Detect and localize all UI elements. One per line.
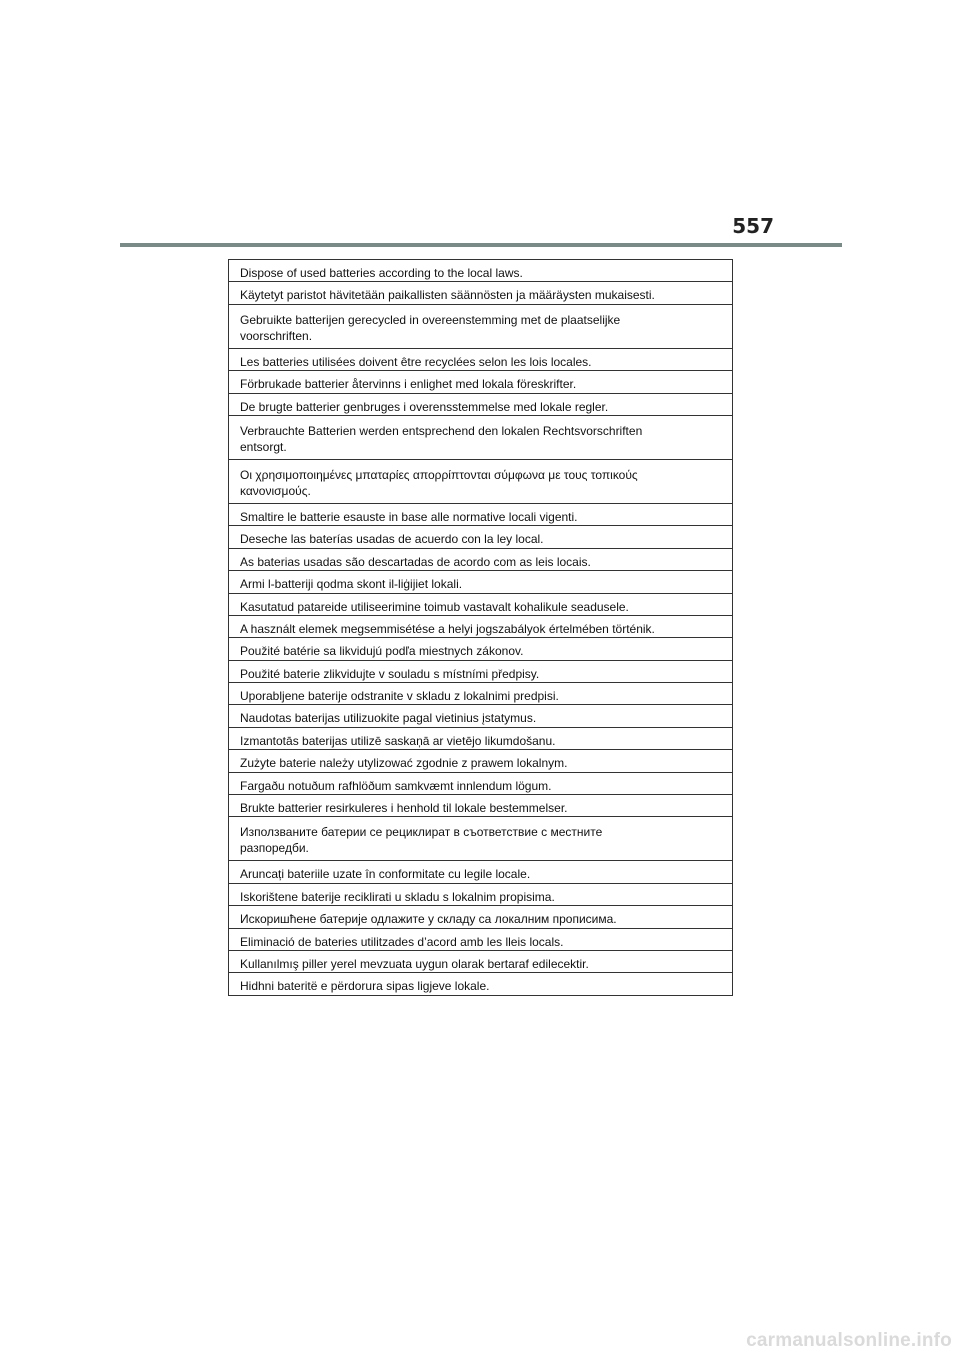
table-row: Kasutatud patareide utiliseerimine toimub vastavalt kohalikule seadusele. — [229, 594, 732, 616]
table-row: Armi l-batteriji qodma skont il-liġijiet lokali. — [229, 571, 732, 593]
table-row: As baterias usadas são descartadas de acordo com as leis locais. — [229, 549, 732, 571]
page-number: 557 — [732, 214, 774, 238]
table-row: Kullanılmış piller yerel mevzuata uygun olarak bertaraf edilecektir. — [229, 951, 732, 973]
table-row: De brugte batterier genbruges i overensstemmelse med lokale regler. — [229, 394, 732, 416]
table-row: Förbrukade batterier återvinns i enlighet med lokala föreskrifter. — [229, 371, 732, 393]
table-row: Искоришћене батерије одлажите у складу са локалним прописима. — [229, 906, 732, 928]
table-row: Gebruikte batterijen gerecycled in overeenstemming met de plaatselijke voorschriften. — [229, 305, 732, 349]
table-row: Izmantotās baterijas utilizē saskaņā ar vietējo likumdošanu. — [229, 728, 732, 750]
table-row: Zużyte baterie należy utylizować zgodnie z prawem lokalnym. — [229, 750, 732, 772]
table-row: Hidhni bateritë e përdorura sipas ligjeve lokale. — [229, 973, 732, 995]
table-row: Verbrauchte Batterien werden entsprechend den lokalen Rechtsvorschriften entsorgt. — [229, 416, 732, 460]
table-row: Naudotas baterijas utilizuokite pagal vietinius įstatymus. — [229, 705, 732, 727]
table-row: Οι χρησιμοποιημένες μπαταρίες απορρίπτονται σύμφωνα με τους τοπικούς κανονισμούς. — [229, 460, 732, 504]
table-row: Deseche las baterías usadas de acuerdo con la ley local. — [229, 526, 732, 548]
table-row: Käytetyt paristot hävitetään paikallisten säännösten ja määräysten mukaisesti. — [229, 282, 732, 304]
table-row: Използваните батерии се рециклират в съответствие с местните разпоредби. — [229, 817, 732, 861]
table-row: Uporabljene baterije odstranite v skladu z lokalnimi predpisi. — [229, 683, 732, 705]
battery-disposal-table — [228, 259, 733, 996]
table-row: Použité batérie sa likvidujú podľa miestnych zákonov. — [229, 638, 732, 660]
table-row: A használt elemek megsemmisétése a helyi jogszabályok értelmében történik. — [229, 616, 732, 638]
table-row: Použité baterie zlikvidujte v souladu s místními předpisy. — [229, 661, 732, 683]
table-row: Iskorištene baterije reciklirati u skladu s lokalnim propisima. — [229, 884, 732, 906]
table-row: Aruncați bateriile uzate în conformitate cu legile locale. — [229, 861, 732, 883]
table-row: Brukte batterier resirkuleres i henhold til lokale bestemmelser. — [229, 795, 732, 817]
table-row: Les batteries utilisées doivent être recyclées selon les lois locales. — [229, 349, 732, 371]
table-row: Fargaðu notuðum rafhlöðum samkvæmt innlendum lögum. — [229, 773, 732, 795]
table-row: Dispose of used batteries according to the local laws. — [229, 260, 732, 282]
table-row: Smaltire le batterie esauste in base alle normative locali vigenti. — [229, 504, 732, 526]
watermark: carmanualsonline.info — [746, 1330, 952, 1351]
table-row: Eliminació de bateries utilitzades d’acord amb les lleis locals. — [229, 929, 732, 951]
header-rule — [120, 243, 842, 247]
